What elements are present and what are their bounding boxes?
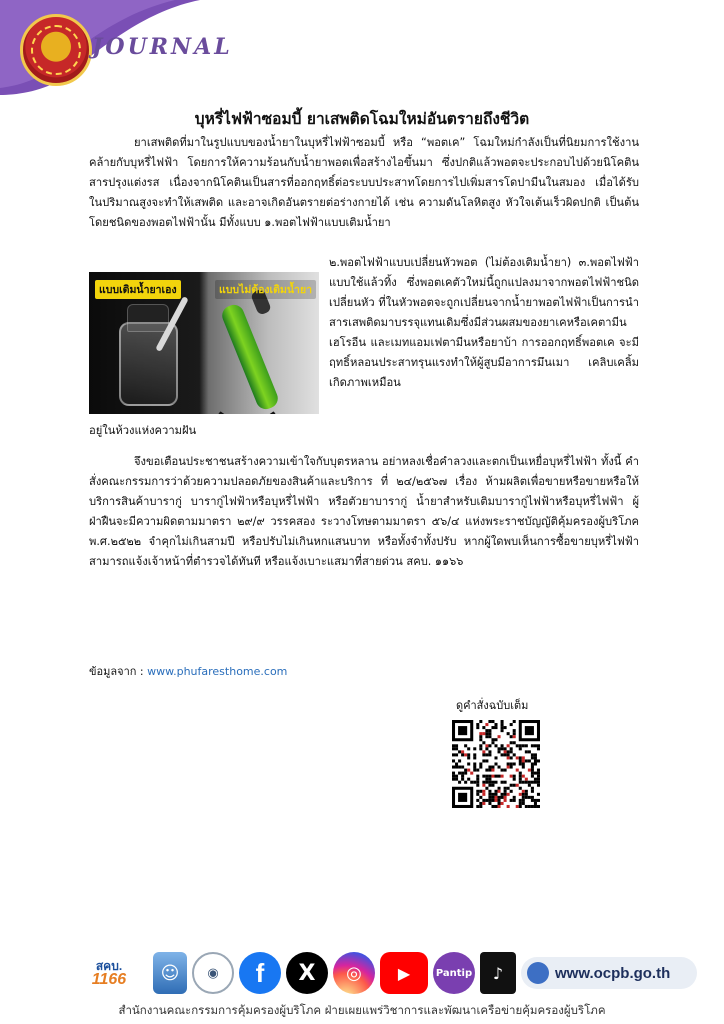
footer-social-bar <box>70 950 690 996</box>
hotline-badge[interactable] <box>70 952 148 994</box>
article-paragraph-2-end: อยู่ในห้วงแห่งความฝัน <box>89 424 197 437</box>
source-line <box>89 662 287 680</box>
globe-icon <box>527 962 549 984</box>
article-paragraph-2: ๒.พอตไฟฟ้าแบบเปลี่ยนหัวพอต (ไม่ต้องเติมน้ำยา) ๓.พอตไฟฟ้าแบบใช้แล้วทิ้ง ซึ่งพอตเคตัวใหม่นี้ถูกแปลงมาจากพอตไฟฟ้าชนิดเปลี่ยนหัว ที่ในหัวพอตจะถูกเปลี่ยนจากน้ำยาพอตไฟฟ้าเป็นการนำสารเสพติดมาบรรจุแทนเดิมซึ่งมีส่วนผสมของยาเคหรือเคตามีนเฮโรอีน และเมทแอมเฟตามีนหรือยาบ้า การออกฤทธิ์พอตเค จะมีฤทธิ์หลอนประสาทรุนแรงทำให้ผู้สูบมีอาการมึนเมา เคลิบเคลิ้ม เกิดภาพเหมือน <box>329 256 639 389</box>
mascot-icon: ☺ <box>153 952 187 994</box>
x-icon[interactable]: X <box>286 952 328 994</box>
article-paragraph-3: จึงขอเตือนประชาชนสร้างความเข้าใจกับบุตรหลาน อย่าหลงเชื่อคำลวงและตกเป็นเหยื่อบุหรี่ไฟฟ้า ทั้งนี้ คำสั่งคณะกรรมการว่าด้วยความปลอดภัยของสินค้าและบริการ ที่ ๒๔/๒๕๖๗ เรื่อง ห้ามผลิตเพื่อขายหรือขายหรือให้บริการสินค้าบารากู่ บารากู่ไฟฟ้าหรือบุหรี่ไฟฟ้า หรือตัวยาบารากู่ น้ำยาสำหรับเติมบารากู่ไฟฟ้าหรือบุหรี่ไฟฟ้า ผู้ฝ่าฝืนจะมีความผิดตามมาตรา ๒๙/๙ วรรคสอง ระวางโทษตามมาตรา ๕๖/๔ แห่งพระราชบัญญัติคุ้มครองผู้บริโภค พ.ศ.๒๕๒๒ จำคุกไม่เกินสามปี หรือปรับไม่เกินหกแสนบาท หรือทั้งจำทั้งปรับ หากผู้ใดพบเห็นการซื้อขายบุหรี่ไฟฟ้า สามารถแจ้งเจ้าหน้าที่ตำรวจได้ทันที หรือแจ้งเบาะแสมาที่สายด่วน สคบ. ๑๑๖๖ <box>89 455 639 568</box>
hotline-text: สคบ. <box>95 959 123 973</box>
article-title: บุหรี่ไฟฟ้าซอมบี้ ยาเสพติดโฉมใหม่อันตรายถึงชีวิต <box>194 110 530 129</box>
photo-label-refill: แบบเติมน้ำยาเอง <box>95 280 181 299</box>
footer-organization: สำนักงานคณะกรรมการคุ้มครองผู้บริโภค ฝ่ายเผยแพร่วิชาการและพัฒนาเครือข่ายคุ้มครองผู้บริโภค <box>118 1003 606 1017</box>
qr-label: ดูคำสั่งฉบับเต็ม <box>456 699 529 712</box>
website-link[interactable] <box>521 957 697 989</box>
pantip-icon[interactable]: Pantip <box>433 952 475 994</box>
source-link[interactable]: www.phufaresthome.com <box>147 665 288 678</box>
vape-photo <box>89 272 319 414</box>
hotline-number: 1166 <box>91 971 127 988</box>
tiktok-icon[interactable]: ♪ <box>480 952 516 994</box>
instagram-icon[interactable]: ◎ <box>333 952 375 994</box>
photo-label-no-refill: แบบไม่ต้องเติมน้ำยา <box>215 280 316 299</box>
article-paragraph-1: ยาเสพติดที่มาในรูปแบบของน้ำยาในบุหรี่ไฟฟ้าซอมบี้ หรือ “พอตเค” โฉมใหม่กำลังเป็นที่นิยมการใช้งานคล้ายกับบุหรี่ไฟฟ้า โดยการให้ความร้อนกับน้ำยาพอตเพื่อสร้างไอขึ้นมา ซึ่งปกติแล้วพอตจะประกอบไปด้วยนิโคติน สารปรุงแต่งรส เนื่องจากนิโคตินเป็นสารที่ออกฤทธิ์ต่อระบบประสาทโดยการไปเพิ่มสารโดปามีนในสมอง เมื่อได้รับในปริมาณสูงจะทำให้เสพติด และอาจเกิดอันตรายต่อร่างกายได้ เช่น ความดันโลหิตสูง หัวใจเต้นเร็วผิดปกติ เป็นต้น โดยชนิดของพอตไฟฟ้านั้น มีทั้งแบบ ๑.พอตไฟฟ้าแบบเติมน้ำยา <box>89 136 639 229</box>
gov-seal-icon[interactable]: ◉ <box>192 952 234 994</box>
qr-code[interactable] <box>452 720 540 808</box>
source-label: ข้อมูลจาก : <box>89 665 148 678</box>
facebook-icon[interactable]: f <box>239 952 281 994</box>
ocpb-seal-logo <box>20 14 92 86</box>
youtube-icon[interactable]: ▶ <box>380 952 428 994</box>
website-url: www.ocpb.go.th <box>555 964 671 982</box>
journal-wordmark: JOURNAL <box>92 34 233 60</box>
